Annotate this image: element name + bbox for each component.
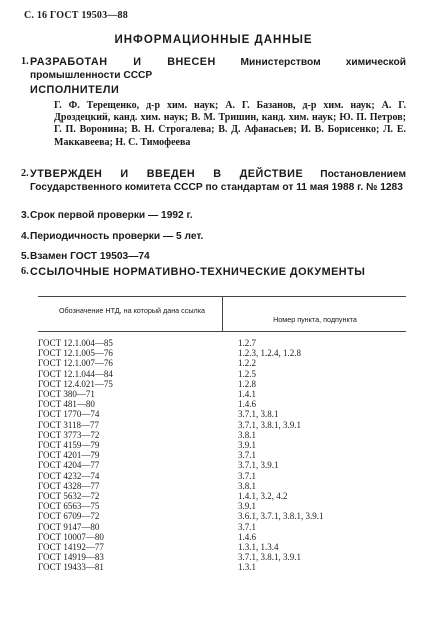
item-1 [21,56,406,82]
ntd-designation: ГОСТ 4328—77 [38,480,100,491]
ntd-designation: ГОСТ 5632—72 [38,491,100,501]
table-row [38,451,406,460]
item-5-number: 5. [21,251,30,262]
clause-numbers: 1.2.7 [238,338,256,348]
clause-numbers: 3.8.1 [238,429,256,440]
item-3 [21,210,406,223]
item-6 [21,266,406,280]
item-4-text: Периодичность проверки — 5 лет. [30,231,204,242]
table-row [38,370,406,379]
clause-numbers: 3.9.1 [238,501,256,512]
table-row [38,533,406,542]
clause-numbers: 3.8.1 [238,480,256,491]
clause-numbers: 1.3.1 [238,562,256,573]
clause-numbers: 3.9.1 [238,440,256,450]
ntd-designation: ГОСТ 12.1.044—84 [38,368,113,379]
ntd-designation: ГОСТ 12.1.005—76 [38,348,113,359]
table-row [38,359,406,368]
ntd-designation: ГОСТ 19433—81 [38,562,104,573]
clause-numbers: 3.7.1 [238,450,256,461]
clause-numbers: 1.2.2 [238,358,256,369]
table-row [38,390,406,399]
table-row [38,502,406,511]
performers-heading: ИСПОЛНИТЕЛИ [30,84,120,96]
table-row [38,461,406,470]
table-row [38,553,406,562]
ntd-designation: ГОСТ 4204—77 [38,460,100,471]
ntd-designation: ГОСТ 14192—77 [38,542,104,552]
ntd-designation: ГОСТ 3118—77 [38,419,100,430]
table-header-rule [38,331,406,332]
item-1-text: Министерством химической промышленности СССР [30,57,406,81]
clause-numbers: 1.4.6 [238,399,256,410]
item-4 [21,231,406,244]
item-5 [21,251,406,264]
item-5-text: Взамен ГОСТ 19503—74 [30,251,150,262]
clause-numbers: 3.7.1, 3.8.1 [238,409,279,420]
item-1-label: РАЗРАБОТАН И ВНЕСЕН [30,56,216,68]
table-row [38,441,406,450]
clause-numbers: 1.3.1, 1.3.4 [238,542,279,552]
ntd-designation: ГОСТ 9147—80 [38,521,100,532]
item-4-number: 4. [21,231,30,242]
table-row [38,482,406,491]
clause-numbers: 1.2.3, 1.2.4, 1.2.8 [238,348,301,359]
ntd-designation: ГОСТ 12.1.007—76 [38,358,113,369]
section-title: ИНФОРМАЦИОННЫЕ ДАННЫЕ [114,34,313,46]
item-3-text: Срок первой проверки — 1992 г. [30,210,193,221]
page-header: С. 16 ГОСТ 19503—88 [24,10,128,21]
ntd-designation: ГОСТ 6563—75 [38,501,100,512]
table-row [38,512,406,521]
clause-numbers: 1.2.5 [238,368,256,379]
item-6-number: 6. [21,266,29,277]
table-row [38,410,406,419]
table-row [38,543,406,552]
table-row [38,380,406,389]
table-row [38,492,406,501]
table-row [38,339,406,348]
item-2-number: 2. [21,168,29,179]
ntd-designation: ГОСТ 3773—72 [38,429,100,440]
table-row [38,472,406,481]
clause-numbers: 1.4.1, 3.2, 4.2 [238,491,288,501]
clause-numbers: 1.4.6 [238,531,256,542]
item-1-number: 1. [21,56,29,67]
clause-numbers: 1.2.8 [238,378,256,389]
table-row [38,563,406,572]
ntd-designation: ГОСТ 6709—72 [38,511,100,522]
ntd-designation: ГОСТ 4232—74 [38,470,100,481]
table-row [38,431,406,440]
ntd-designation: ГОСТ 4201—79 [38,450,100,461]
table-row [38,400,406,409]
ntd-designation: ГОСТ 12.1.004—85 [38,338,113,348]
item-6-label: ССЫЛОЧНЫЕ НОРМАТИВНО-ТЕХНИЧЕСКИЕ ДОКУМЕНТЫ [30,266,366,278]
table-header-clause: Номер пункта, подпункта [273,315,357,324]
table-row [38,421,406,430]
clause-numbers: 3.7.1 [238,521,256,532]
table-row [38,523,406,532]
item-3-number: 3. [21,210,30,221]
table-header-ntd: Обозначение НТД, на который дана ссылка [58,306,206,315]
ntd-designation: ГОСТ 4159—79 [38,440,100,450]
table-row [38,349,406,358]
clause-numbers: 3.7.1 [238,470,256,481]
clause-numbers: 3.6.1, 3.7.1, 3.8.1, 3.9.1 [238,511,324,522]
ntd-designation: ГОСТ 380—71 [38,389,95,399]
item-2-text: Постановлением Государственного комитета СССР по стандартам от 11 мая 1988 г. № 1283 [30,169,406,193]
ntd-designation: ГОСТ 12.4.021—75 [38,378,113,389]
clause-numbers: 3.7.1, 3.8.1, 3.9.1 [238,419,301,430]
ntd-designation: ГОСТ 481—80 [38,399,95,410]
ntd-designation: ГОСТ 1770—74 [38,409,100,420]
table-column-divider [222,296,223,331]
ntd-designation: ГОСТ 10007—80 [38,531,104,542]
ntd-designation: ГОСТ 14919—83 [38,552,104,563]
clause-numbers: 3.7.1, 3.8.1, 3.9.1 [238,552,301,563]
item-2 [21,168,406,194]
clause-numbers: 1.4.1 [238,389,256,399]
performers-list: Г. Ф. Терещенко, д-р хим. наук; А. Г. Базанов, д-р хим. наук; А. Г. Дроздецкий, канд. хим. наук; В. М. Тришин, канд. хим. наук; Ю. П. Петров; Г. П. Воронина; В. Н. Строгалева; В. Д. Афанасьев; И. В. Борисенко; Л. Е. Маккавеева; Н. С. Тимофеева [54,100,406,148]
clause-numbers: 3.7.1, 3.9.1 [238,460,279,471]
performers-heading-block [30,84,406,98]
item-2-label: УТВЕРЖДЕН И ВВЕДЕН В ДЕЙСТВИЕ [30,168,304,180]
